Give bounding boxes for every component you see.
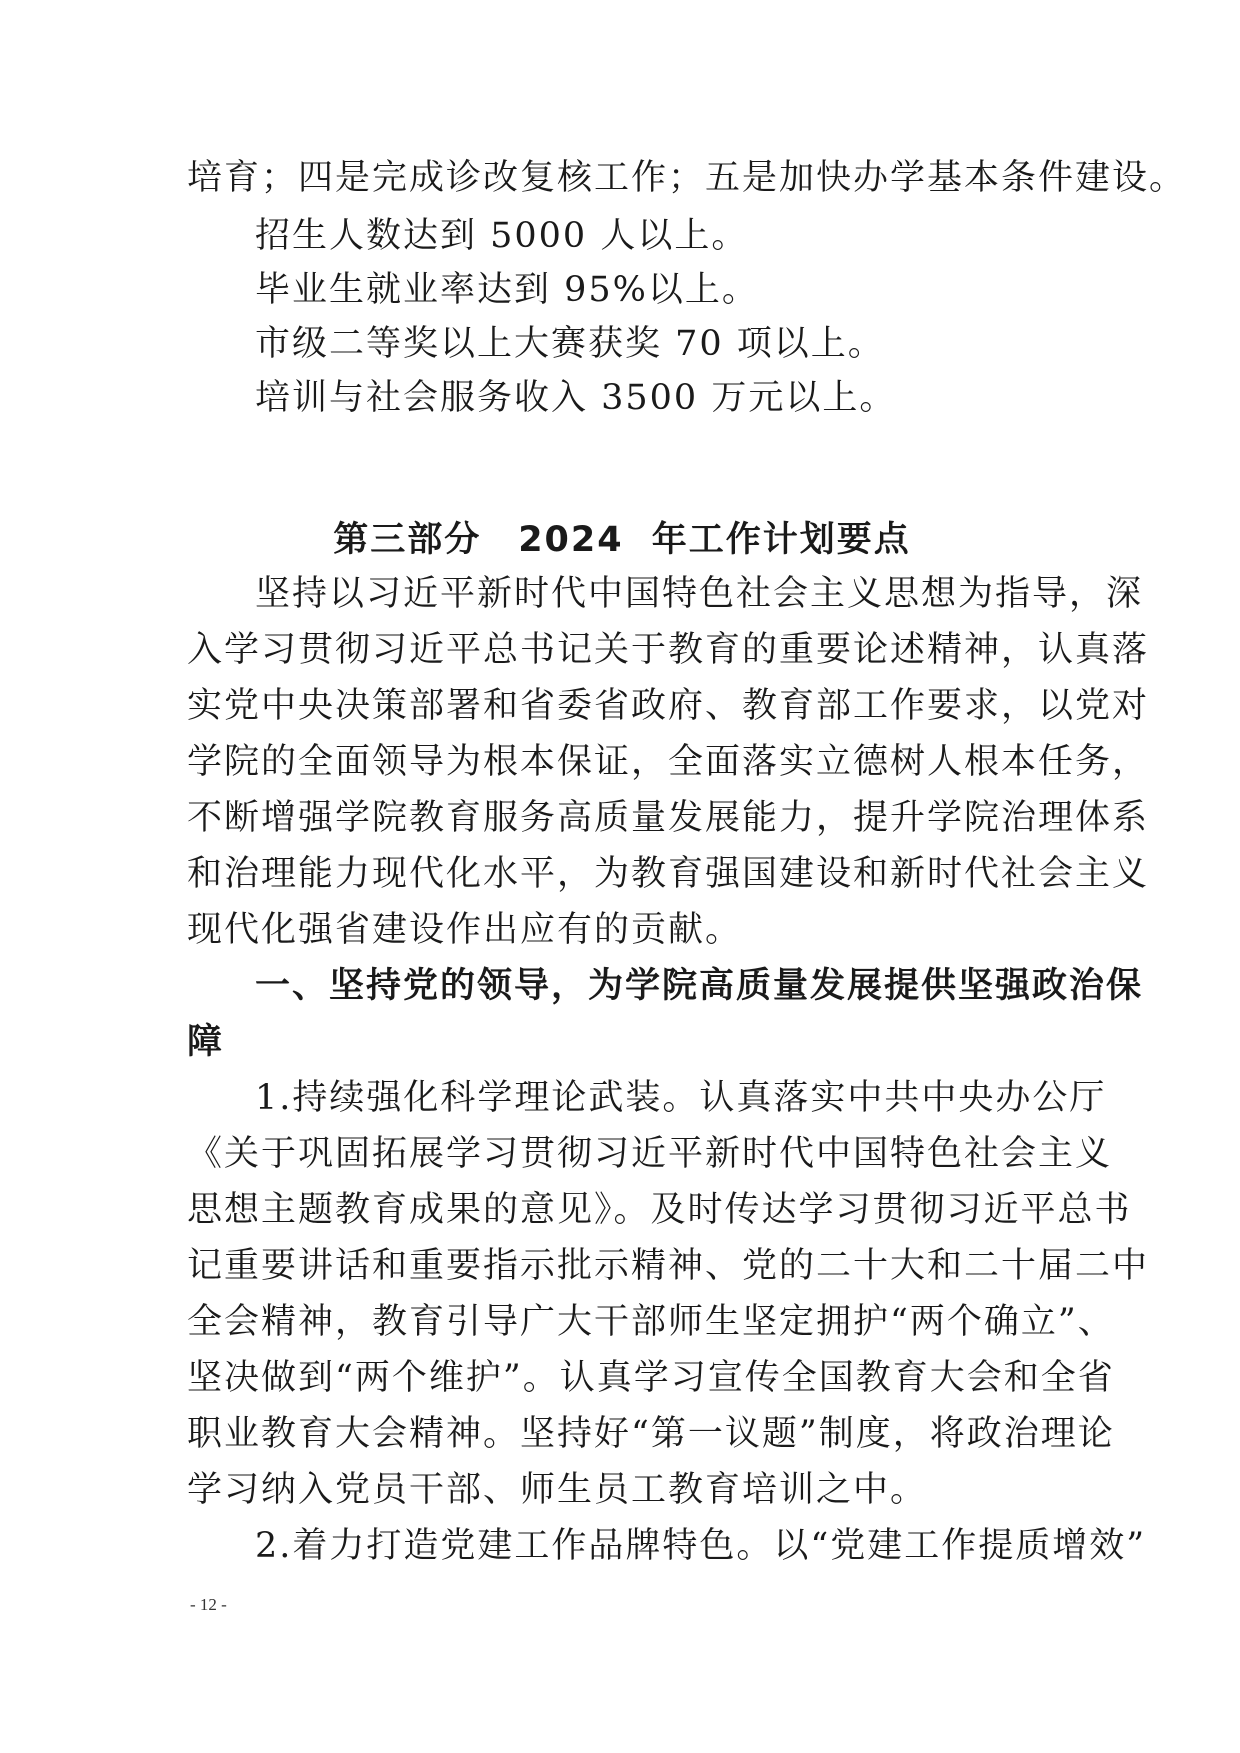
item-line: 1.持续强化科学理论武装。认真落实中共中央办公厅 bbox=[255, 1078, 1107, 1118]
item-line: 《关于巩固拓展学习贯彻习近平新时代中国特色社会主义 bbox=[187, 1134, 1113, 1174]
target-line-enrollment: 招生人数达到 5000 人以上。 bbox=[255, 216, 749, 256]
intro-line: 实党中央决策部署和省委省政府、教育部工作要求，以党对 bbox=[187, 686, 1150, 726]
target-line-employment: 毕业生就业率达到 95%以上。 bbox=[255, 270, 759, 310]
intro-line: 不断增强学院教育服务高质量发展能力，提升学院治理体系 bbox=[187, 798, 1150, 838]
item-line: 坚决做到“两个维护”。认真学习宣传全国教育大会和全省 bbox=[187, 1358, 1115, 1398]
intro-line: 入学习贯彻习近平总书记关于教育的重要论述精神，认真落 bbox=[187, 630, 1150, 670]
intro-line: 和治理能力现代化水平，为教育强国建设和新时代社会主义 bbox=[187, 854, 1150, 894]
item-line: 全会精神，教育引导广大干部师生坚定拥护“两个确立”、 bbox=[187, 1302, 1115, 1342]
item-line: 学习纳入党员干部、师生员工教育培训之中。 bbox=[187, 1470, 928, 1510]
item-line: 思想主题教育成果的意见》。及时传达学习贯彻习近平总书 bbox=[187, 1190, 1132, 1230]
subsection-heading: 一、坚持党的领导，为学院高质量发展提供坚强政治保 bbox=[255, 966, 1144, 1006]
intro-line: 现代化强省建设作出应有的贡献。 bbox=[187, 910, 743, 950]
item-line: 2.着力打造党建工作品牌特色。以“党建工作提质增效” bbox=[255, 1526, 1147, 1566]
intro-line: 学院的全面领导为根本保证，全面落实立德树人根本任务， bbox=[187, 742, 1150, 782]
page-number: - 12 - bbox=[190, 1595, 227, 1614]
target-line-revenue: 培训与社会服务收入 3500 万元以上。 bbox=[255, 378, 897, 418]
paragraph-line: 培育；四是完成诊改复核工作；五是加快办学基本条件建设。 bbox=[187, 158, 1187, 198]
item-line: 记重要讲话和重要指示批示精神、党的二十大和二十届二中 bbox=[187, 1246, 1150, 1286]
subsection-heading: 障 bbox=[187, 1022, 225, 1062]
target-line-awards: 市级二等奖以上大赛获奖 70 项以上。 bbox=[255, 324, 885, 364]
item-line: 职业教育大会精神。坚持好“第一议题”制度，将政治理论 bbox=[187, 1414, 1115, 1454]
intro-line: 坚持以习近平新时代中国特色社会主义思想为指导，深 bbox=[255, 574, 1144, 614]
section-title: 第三部分 2024 年工作计划要点 bbox=[333, 520, 911, 560]
